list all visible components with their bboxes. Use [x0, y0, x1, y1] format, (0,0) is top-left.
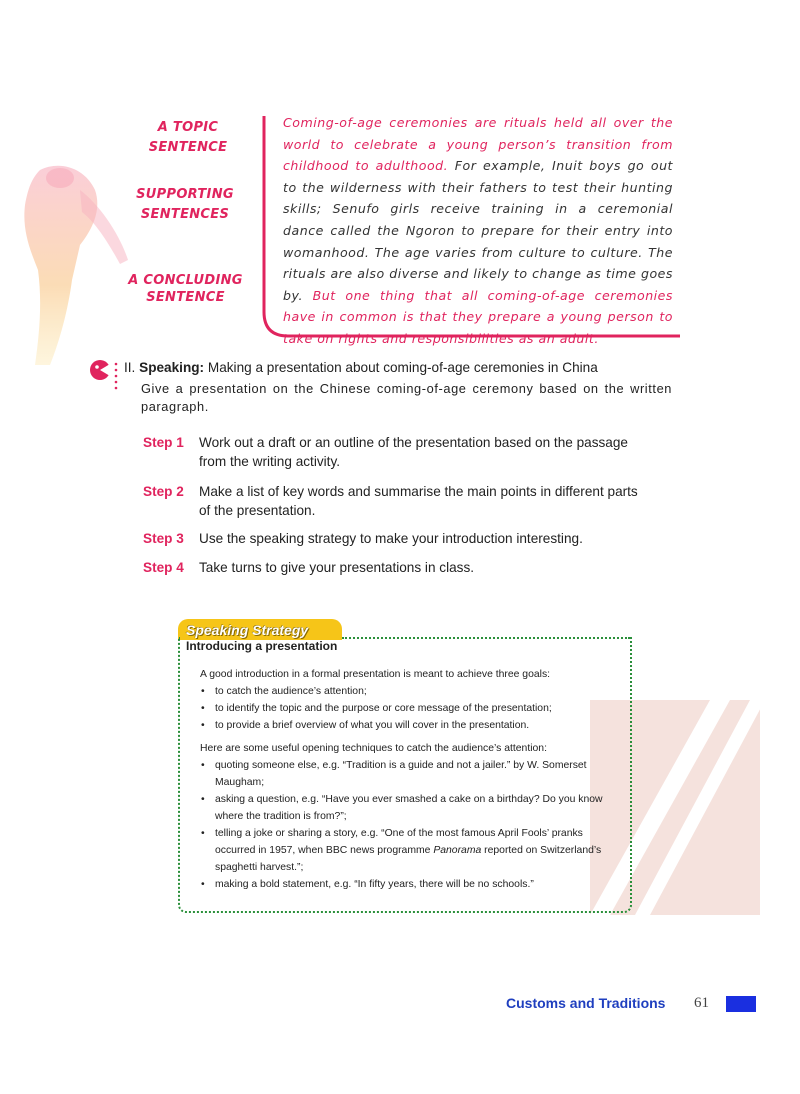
label-concluding-line1: A CONCLUDING — [128, 273, 243, 288]
step-text: Work out a draft or an outline of the presentation based on the passage from the writing activity. — [199, 435, 628, 469]
speaking-title: Speaking: — [139, 360, 205, 375]
step-label: Step 2 — [143, 484, 184, 499]
step-text: Make a list of key words and summarise the main points in different parts of the presentation. — [199, 484, 638, 518]
step-item — [143, 433, 643, 471]
decorative-figure-image — [0, 150, 140, 370]
strategy-intro: A good introduction in a formal presentation is meant to achieve three goals: — [200, 669, 551, 680]
speaking-subtitle: Making a presentation about coming-of-age ceremonies in China — [204, 360, 598, 375]
technique-item — [200, 825, 610, 876]
speaking-icon — [88, 358, 120, 398]
speaking-description: Give a presentation on the Chinese coming-of-age ceremony based on the written paragraph. — [141, 381, 672, 414]
strategy-body — [200, 666, 610, 895]
label-supporting-line2: SENTENCES — [140, 207, 230, 222]
step-text: Use the speaking strategy to make your introduction interesting. — [199, 531, 583, 546]
technique-text-end: reported on Switzerland’s spaghetti harvest.”; — [215, 845, 602, 873]
techniques-intro: Here are some useful opening techniques to catch the audience’s attention: — [200, 743, 547, 754]
speaking-heading — [124, 358, 684, 378]
goal-item: • to provide a brief overview of what you will cover in the presentation. — [200, 717, 610, 734]
technique-item: • making a bold statement, e.g. “In fifty years, there will be no schools.” — [200, 876, 610, 893]
page-number: 61 — [694, 995, 709, 1011]
techniques-list — [200, 757, 610, 893]
strategy-subtitle: Introducing a presentation — [186, 639, 338, 653]
label-concluding-sentence — [118, 272, 253, 306]
technique-text: telling a joke or sharing a story, e.g. “One of the most famous April Fools’ pranks occurred in 1957, when BBC news programme — [215, 828, 583, 856]
label-supporting-line1: SUPPORTING — [136, 187, 234, 202]
section-number: II. — [124, 360, 136, 375]
programme-name: Panorama — [433, 845, 482, 856]
technique-item: • quoting someone else, e.g. “Tradition is a guide and not a jailer.” by W. Somerset Maugham; — [200, 757, 610, 791]
step-item — [143, 558, 643, 577]
footer-color-bar — [726, 996, 756, 1012]
example-paragraph — [283, 112, 673, 350]
concluding-sentence-text: But one thing that all coming-of-age ceremonies have in common is that they prepare a young person to take on rights and responsibilities as an adult. — [283, 287, 673, 346]
strategy-title: Speaking Strategy — [186, 622, 309, 638]
goals-list — [200, 683, 610, 734]
label-supporting-sentences — [120, 185, 250, 225]
technique-item: • asking a question, e.g. “Have you ever smashed a cake on a birthday? Do you know where the tradition is from?”; — [200, 791, 610, 825]
step-item — [143, 482, 643, 520]
step-label: Step 1 — [143, 435, 184, 450]
unit-title: Customs and Traditions — [506, 995, 666, 1011]
supporting-sentences-text: For example, Inuit boys go out to the wilderness with their fathers to test their hunting skills; Senufo girls receive training in a ceremonial dance called the Ngoron to prepare for their entry into womanhood. The age varies from culture to culture. The rituals are also diverse and likely to change as time goes by. — [283, 158, 673, 303]
label-concluding-line2: SENTENCE — [146, 290, 225, 305]
goal-item: • to catch the audience’s attention; — [200, 683, 610, 700]
label-topic-sentence: A TOPIC SENTENCE — [148, 120, 228, 155]
step-label: Step 3 — [143, 531, 184, 546]
step-label: Step 4 — [143, 560, 184, 575]
step-item — [143, 529, 643, 548]
step-text: Take turns to give your presentations in class. — [199, 560, 475, 575]
topic-sentence-text: Coming-of-age ceremonies are rituals held all over the world to celebrate a young person’s transition from childhood to adulthood. — [283, 115, 673, 174]
goal-item: • to identify the topic and the purpose or core message of the presentation; — [200, 700, 610, 717]
